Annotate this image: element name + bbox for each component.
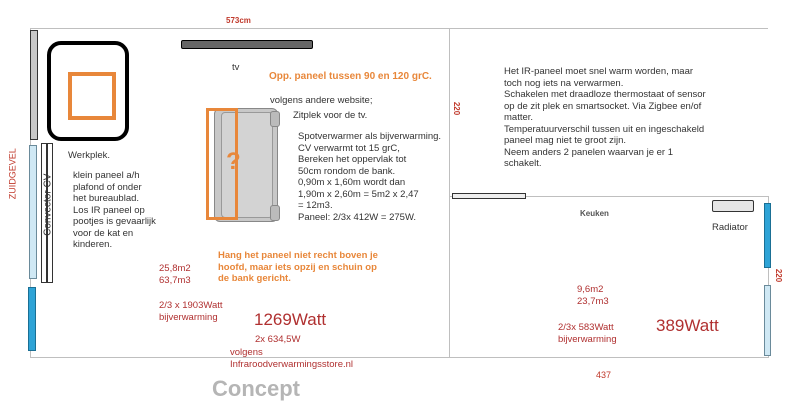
tv-unit [181, 40, 313, 49]
left-window-light [29, 145, 37, 279]
werkplek-ir-panel [68, 72, 116, 120]
klein-paneel-note: klein paneel a/h plafond of onder het bureaublad. Los IR paneel op pootjes is gevaarlijk voor de kat en kinderen. [73, 170, 156, 250]
left-room-bijverwarming: 2/3 x 1903Watt bijverwarming [159, 300, 223, 323]
left-room-volume: 63,7m3 [159, 275, 191, 286]
left-room-total-watt: 1269Watt [254, 310, 327, 329]
couch-armrest-bottom [270, 205, 280, 221]
convector-label: Convector CV [42, 173, 54, 236]
spotverwarmer-note: Spotverwarmer als bijverwarming. CV verwarmt tot 15 grC, Bereken het oppervlak tot 50cm rondom de bank. 0,90m x 1,60m wordt dan 1,90m x 2,60m = 5m2 x 2,47 = 12m3. Paneel: 2/3x 412W = 275W. [298, 131, 442, 223]
andere-website-note: volgens andere website; [270, 95, 373, 106]
radiator [712, 200, 754, 212]
top-width-dimension: 573cm [226, 16, 251, 25]
left-wall-element-grey [30, 30, 38, 140]
right-window-light [764, 285, 771, 356]
right-room-bijverwarming: 2/3x 583Watt bijverwarming [558, 322, 617, 345]
right-room-height-dimension: 220 [774, 268, 784, 283]
tv-label: tv [232, 62, 240, 73]
right-room-area: 9,6m2 [577, 284, 604, 295]
couch-armrest-top [270, 111, 280, 127]
right-room-total-watt: 389Watt [656, 316, 719, 335]
left-room-source: volgens Infraroodverwarmingsstore.nl [230, 347, 354, 370]
right-window-blue [764, 203, 771, 268]
ir-paneel-note: Het IR-paneel moet snel warm worden, maar toch nog iets na verwarmen. Schakelen met draadloze thermostaat of sensor op de zit plek en smartsocket. Via Zigbee en/of matter. Temperatuurverschil tussen uit en ingeschakeld paneel mag niet te groot zijn. Neem anders 2 panelen waarvan je er 1 schakelt. [504, 66, 706, 169]
left-room-height-dimension: 220 [452, 101, 462, 116]
divider-wall-vertical [449, 28, 450, 358]
radiator-label: Radiator [712, 222, 748, 233]
outer-wall-bottom [30, 357, 768, 358]
question-mark-label: ? [226, 148, 241, 175]
outer-wall-top [30, 28, 768, 29]
paneel-opp-note: Opp. paneel tussen 90 en 120 grC. [269, 71, 432, 82]
werkplek-note: Werkplek. [68, 150, 111, 161]
left-room-area: 25,8m2 [159, 263, 191, 274]
left-room-split: 2x 634,5W [255, 334, 301, 345]
zuidgevel-label: ZUIDGEVEL [7, 148, 18, 200]
right-room-volume: 23,7m3 [577, 296, 609, 307]
zitplek-note: Zitplek voor de tv. [293, 110, 368, 121]
keuken-label: Keuken [580, 209, 609, 218]
concept-watermark: Concept [212, 376, 300, 401]
kitchen-counter [452, 193, 526, 199]
hang-paneel-note: Hang het paneel niet recht boven je hoofd, maar iets opzij en schuin op de bank gericht. [218, 250, 378, 284]
left-window-blue [28, 287, 36, 351]
bottom-width-dimension: 437 [596, 370, 612, 380]
